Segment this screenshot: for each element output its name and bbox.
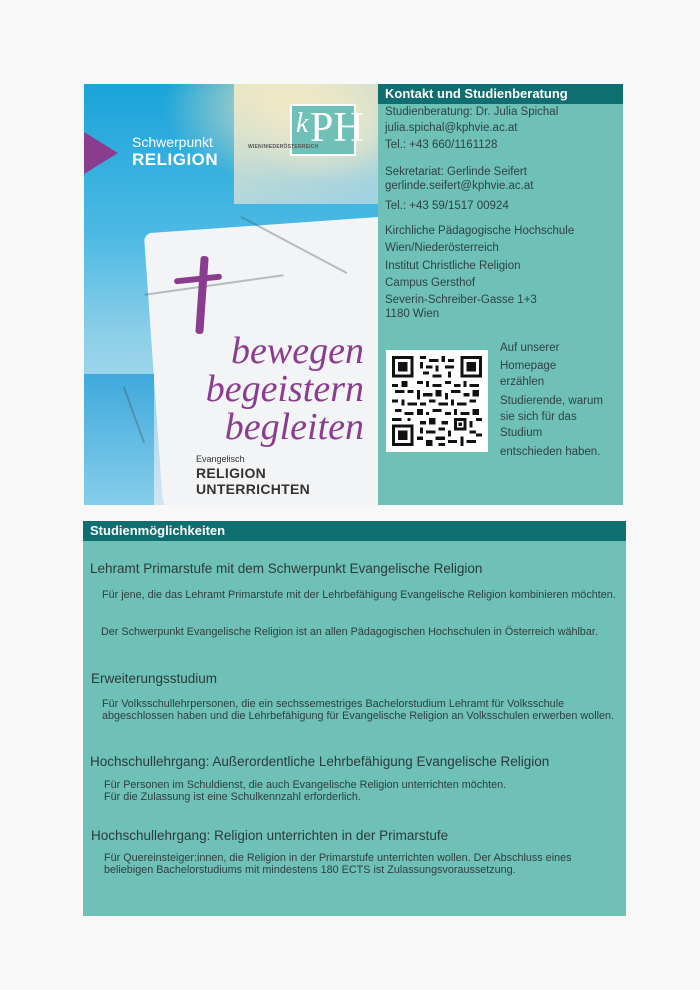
address-line: Severin-Schreiber-Gasse 1+3 [385,294,537,306]
slogan-line: begeistern [205,368,364,410]
program-heading: Erweiterungsstudium [91,671,218,686]
qr-code[interactable] [386,350,488,452]
qr-caption-line: Homepage [500,360,557,372]
qr-caption-line: entschieden haben. [500,446,601,458]
program-description: Für jene, die das Lehramt Primarstufe mit der Lehrbefähigung Evangelische Religion kombinieren möchten. [102,589,616,601]
address-line: Campus Gersthof [385,277,476,289]
program-description: Der Schwerpunkt Evangelische Religion ist an allen Pädagogischen Hochschulen in Österreich wählbar. [101,626,598,638]
cover-evangelisch: Evangelisch [196,454,245,464]
qr-caption-line: sie sich für das [500,411,577,423]
program-description: Für Personen im Schuldienst, die auch Evangelische Religion unterrichten möchten. [104,779,507,791]
contact-phone[interactable]: Tel.: +43 59/1517 00924 [385,200,509,212]
study-options-panel [83,521,626,916]
address-line: Kirchliche Pädagogische Hochschule [385,225,575,237]
cover-schwerpunkt: Schwerpunkt [132,134,213,150]
contact-email[interactable]: julia.spichal@kphvie.ac.at [385,122,518,134]
program-heading: Lehramt Primarstufe mit dem Schwerpunkt Evangelische Religion [90,561,483,576]
qr-caption-line: erzählen [500,376,545,388]
address-line: Institut Christliche Religion [385,260,521,272]
kph-logo-subtitle: WIEN/NIEDERÖSTERREICH [248,144,319,150]
contact-email[interactable]: gerlinde.seifert@kphvie.ac.at [385,180,534,192]
slogan-line: begleiten [224,406,364,448]
purple-flag-shape [84,132,118,174]
cover-religion: RELIGION [132,150,219,169]
qr-code-icon [392,356,482,446]
contact-line: Sekretariat: Gerlinde Seifert [385,166,527,178]
contact-heading: Kontakt und Studienberatung [378,84,623,104]
qr-caption-line: Studium [500,427,543,439]
program-description: Für Volksschullehrpersonen, die ein sechssemestriges Bachelorstudium Lehramt für Volksschule abgeschlossen haben und die Lehrbefähigung für Evangelische Religion an Volksschulen erwerben wollen. [102,698,615,722]
program-description: Für die Zulassung ist eine Schulkennzahl erforderlich. [104,791,361,803]
top-panel [84,84,623,505]
study-options-heading: Studienmöglichkeiten [83,521,626,541]
contact-phone[interactable]: Tel.: +43 660/1161128 [385,139,498,151]
kph-logo-ph: PH [310,105,364,151]
address-line: Wien/Niederösterreich [385,242,499,254]
program-description: Für Quereinsteiger:innen, die Religion in der Primarstufe unterrichten wollen. Der Abschluss eines beliebigen Bachelorstudiums mit mindestens 180 ECTS ist Zulassungsvoraussetzung. [104,852,572,876]
qr-caption-line: Auf unserer [500,342,560,354]
cover-religion-unterrichten: RELIGION UNTERRICHTEN [196,465,311,497]
contact-section [378,84,623,505]
brochure-cover-image [84,84,378,505]
qr-caption-line: Studierende, warum [500,395,603,407]
kph-logo-k: k [296,108,309,139]
address-line: 1180 Wien [385,308,440,320]
program-heading: Hochschullehrgang: Außerordentliche Lehrbefähigung Evangelische Religion [90,754,550,769]
program-heading: Hochschullehrgang: Religion unterrichten in der Primarstufe [91,828,449,843]
slogan-line: bewegen [231,330,364,372]
contact-line: Studienberatung: Dr. Julia Spichal [385,106,559,118]
